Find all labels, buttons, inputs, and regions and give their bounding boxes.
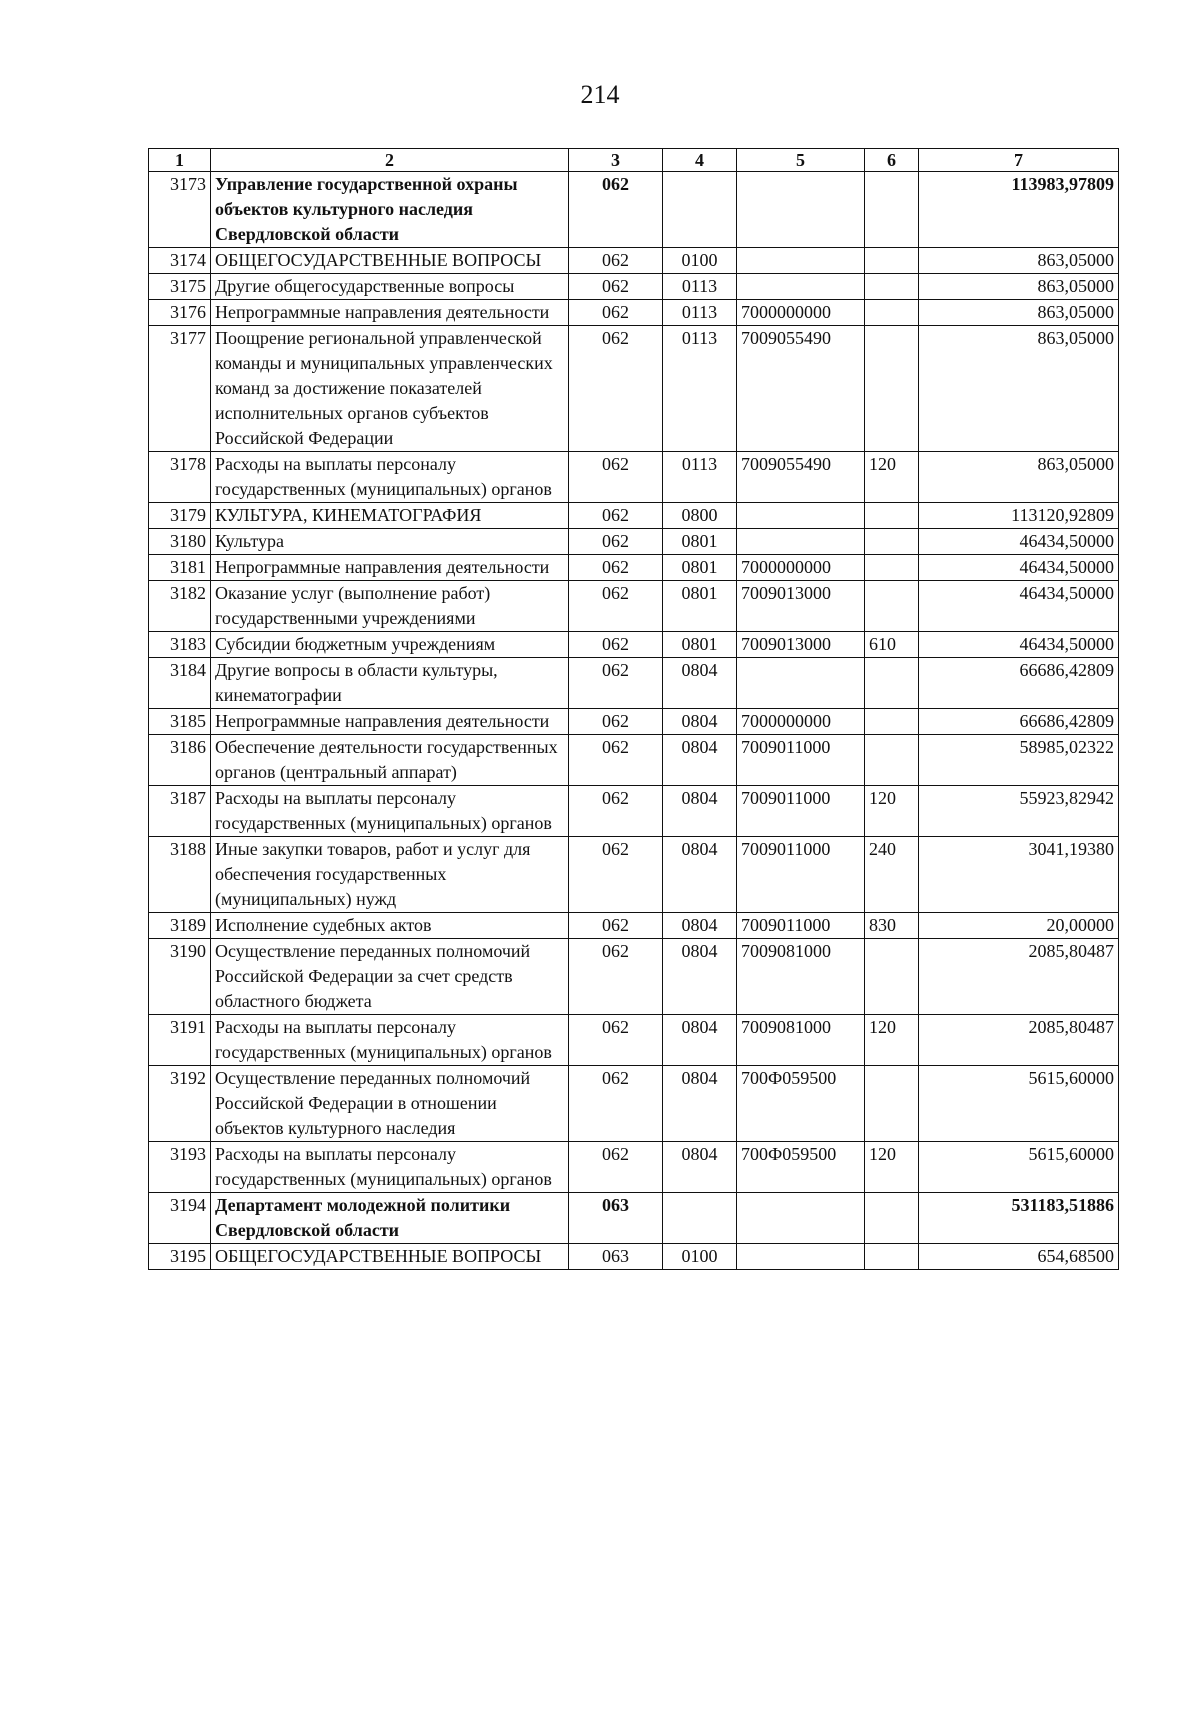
amount: 5615,60000	[919, 1142, 1119, 1193]
target-article-code	[737, 1244, 865, 1270]
department-code: 062	[569, 658, 663, 709]
amount: 46434,50000	[919, 581, 1119, 632]
expense-type-code	[865, 581, 919, 632]
target-article-code: 7009013000	[737, 632, 865, 658]
department-code: 063	[569, 1244, 663, 1270]
table-row	[149, 172, 1119, 248]
amount: 2085,80487	[919, 939, 1119, 1015]
target-article-code: 7009055490	[737, 326, 865, 452]
section-code: 0100	[663, 248, 737, 274]
row-number: 3193	[149, 1142, 211, 1193]
section-code: 0801	[663, 632, 737, 658]
amount: 113983,97809	[919, 172, 1119, 248]
department-code: 062	[569, 1066, 663, 1142]
section-code: 0800	[663, 503, 737, 529]
amount: 863,05000	[919, 300, 1119, 326]
target-article-code	[737, 248, 865, 274]
budget-table	[148, 148, 1119, 1270]
expense-type-code	[865, 503, 919, 529]
expense-type-code	[865, 274, 919, 300]
table-row	[149, 735, 1119, 786]
expense-name: Непрограммные направления деятельности	[211, 300, 569, 326]
expense-name: Осуществление переданных полномочий Российской Федерации в отношении объектов культурного наследия	[211, 1066, 569, 1142]
row-number: 3178	[149, 452, 211, 503]
row-number: 3175	[149, 274, 211, 300]
column-header: 7	[919, 149, 1119, 172]
expense-name: Расходы на выплаты персоналу государственных (муниципальных) органов	[211, 1142, 569, 1193]
department-code: 062	[569, 632, 663, 658]
amount: 113120,92809	[919, 503, 1119, 529]
department-code: 062	[569, 326, 663, 452]
section-code	[663, 172, 737, 248]
target-article-code: 7000000000	[737, 709, 865, 735]
expense-type-code	[865, 172, 919, 248]
department-code: 062	[569, 274, 663, 300]
target-article-code: 7009011000	[737, 735, 865, 786]
expense-name: Департамент молодежной политики Свердловской области	[211, 1193, 569, 1244]
row-number: 3176	[149, 300, 211, 326]
department-code: 062	[569, 709, 663, 735]
row-number: 3189	[149, 913, 211, 939]
row-number: 3179	[149, 503, 211, 529]
amount: 654,68500	[919, 1244, 1119, 1270]
expense-type-code	[865, 300, 919, 326]
target-article-code: 7009055490	[737, 452, 865, 503]
department-code: 062	[569, 581, 663, 632]
row-number: 3194	[149, 1193, 211, 1244]
column-header: 1	[149, 149, 211, 172]
target-article-code: 7009011000	[737, 837, 865, 913]
department-code: 062	[569, 529, 663, 555]
expense-name: Расходы на выплаты персоналу государственных (муниципальных) органов	[211, 1015, 569, 1066]
amount: 55923,82942	[919, 786, 1119, 837]
section-code: 0113	[663, 326, 737, 452]
expense-name: Иные закупки товаров, работ и услуг для обеспечения государственных (муниципальных) нужд	[211, 837, 569, 913]
expense-name: Оказание услуг (выполнение работ) государственными учреждениями	[211, 581, 569, 632]
expense-type-code	[865, 1066, 919, 1142]
table-header-row	[149, 149, 1119, 172]
expense-type-code	[865, 529, 919, 555]
expense-name: Культура	[211, 529, 569, 555]
target-article-code: 7000000000	[737, 555, 865, 581]
amount: 2085,80487	[919, 1015, 1119, 1066]
expense-type-code: 120	[865, 786, 919, 837]
row-number: 3191	[149, 1015, 211, 1066]
amount: 863,05000	[919, 248, 1119, 274]
department-code: 063	[569, 1193, 663, 1244]
department-code: 062	[569, 1142, 663, 1193]
expense-name: Поощрение региональной управленческой команды и муниципальных управленческих команд за достижение показателей исполнительных органов субъектов Российской Федерации	[211, 326, 569, 452]
target-article-code	[737, 658, 865, 709]
table-row	[149, 274, 1119, 300]
expense-type-code	[865, 1244, 919, 1270]
target-article-code: 7000000000	[737, 300, 865, 326]
amount: 58985,02322	[919, 735, 1119, 786]
column-header: 4	[663, 149, 737, 172]
target-article-code: 700Ф059500	[737, 1066, 865, 1142]
section-code: 0100	[663, 1244, 737, 1270]
department-code: 062	[569, 172, 663, 248]
expense-name: ОБЩЕГОСУДАРСТВЕННЫЕ ВОПРОСЫ	[211, 248, 569, 274]
column-header: 6	[865, 149, 919, 172]
expense-name: Осуществление переданных полномочий Российской Федерации за счет средств областного бюджета	[211, 939, 569, 1015]
amount: 66686,42809	[919, 658, 1119, 709]
department-code: 062	[569, 939, 663, 1015]
row-number: 3192	[149, 1066, 211, 1142]
table-row	[149, 1142, 1119, 1193]
row-number: 3188	[149, 837, 211, 913]
section-code: 0801	[663, 581, 737, 632]
department-code: 062	[569, 735, 663, 786]
expense-type-code	[865, 709, 919, 735]
expense-name: Субсидии бюджетным учреждениям	[211, 632, 569, 658]
table-row	[149, 503, 1119, 529]
section-code: 0804	[663, 709, 737, 735]
table-row	[149, 632, 1119, 658]
expense-name: Управление государственной охраны объектов культурного наследия Свердловской области	[211, 172, 569, 248]
amount: 46434,50000	[919, 632, 1119, 658]
expense-type-code: 610	[865, 632, 919, 658]
table-row	[149, 529, 1119, 555]
column-header: 2	[211, 149, 569, 172]
section-code: 0804	[663, 1066, 737, 1142]
expense-name: Другие вопросы в области культуры, кинематографии	[211, 658, 569, 709]
table-row	[149, 786, 1119, 837]
department-code: 062	[569, 555, 663, 581]
table-row	[149, 913, 1119, 939]
expense-name: Непрограммные направления деятельности	[211, 555, 569, 581]
section-code: 0804	[663, 786, 737, 837]
expense-type-code	[865, 248, 919, 274]
amount: 863,05000	[919, 274, 1119, 300]
table-row	[149, 658, 1119, 709]
amount: 46434,50000	[919, 529, 1119, 555]
expense-name: ОБЩЕГОСУДАРСТВЕННЫЕ ВОПРОСЫ	[211, 1244, 569, 1270]
table-row	[149, 939, 1119, 1015]
row-number: 3187	[149, 786, 211, 837]
target-article-code: 700Ф059500	[737, 1142, 865, 1193]
row-number: 3185	[149, 709, 211, 735]
target-article-code: 7009081000	[737, 939, 865, 1015]
target-article-code	[737, 503, 865, 529]
section-code: 0113	[663, 274, 737, 300]
target-article-code	[737, 529, 865, 555]
section-code: 0113	[663, 452, 737, 503]
row-number: 3180	[149, 529, 211, 555]
target-article-code: 7009011000	[737, 786, 865, 837]
amount: 863,05000	[919, 326, 1119, 452]
expense-name: Непрограммные направления деятельности	[211, 709, 569, 735]
table-row	[149, 1193, 1119, 1244]
section-code: 0113	[663, 300, 737, 326]
target-article-code: 7009013000	[737, 581, 865, 632]
target-article-code: 7009011000	[737, 913, 865, 939]
row-number: 3190	[149, 939, 211, 1015]
target-article-code	[737, 1193, 865, 1244]
amount: 531183,51886	[919, 1193, 1119, 1244]
table-row	[149, 837, 1119, 913]
section-code: 0804	[663, 913, 737, 939]
expense-name: Исполнение судебных актов	[211, 913, 569, 939]
table-row	[149, 581, 1119, 632]
row-number: 3186	[149, 735, 211, 786]
expense-name: Обеспечение деятельности государственных органов (центральный аппарат)	[211, 735, 569, 786]
expense-type-code	[865, 1193, 919, 1244]
section-code	[663, 1193, 737, 1244]
department-code: 062	[569, 913, 663, 939]
department-code: 062	[569, 300, 663, 326]
section-code: 0801	[663, 555, 737, 581]
expense-type-code	[865, 326, 919, 452]
amount: 863,05000	[919, 452, 1119, 503]
target-article-code	[737, 274, 865, 300]
section-code: 0801	[663, 529, 737, 555]
expense-type-code	[865, 735, 919, 786]
department-code: 062	[569, 452, 663, 503]
table-row	[149, 248, 1119, 274]
page-number: 214	[580, 80, 620, 109]
amount: 5615,60000	[919, 1066, 1119, 1142]
row-number: 3181	[149, 555, 211, 581]
section-code: 0804	[663, 735, 737, 786]
amount: 66686,42809	[919, 709, 1119, 735]
table-row	[149, 709, 1119, 735]
target-article-code	[737, 172, 865, 248]
row-number: 3195	[149, 1244, 211, 1270]
row-number: 3174	[149, 248, 211, 274]
amount: 3041,19380	[919, 837, 1119, 913]
column-header: 5	[737, 149, 865, 172]
expense-name: Расходы на выплаты персоналу государственных (муниципальных) органов	[211, 452, 569, 503]
department-code: 062	[569, 1015, 663, 1066]
table-row	[149, 452, 1119, 503]
row-number: 3173	[149, 172, 211, 248]
department-code: 062	[569, 786, 663, 837]
table-row	[149, 1066, 1119, 1142]
amount: 20,00000	[919, 913, 1119, 939]
expense-type-code: 120	[865, 1142, 919, 1193]
section-code: 0804	[663, 1142, 737, 1193]
amount: 46434,50000	[919, 555, 1119, 581]
department-code: 062	[569, 837, 663, 913]
expense-type-code	[865, 555, 919, 581]
department-code: 062	[569, 503, 663, 529]
table-row	[149, 1244, 1119, 1270]
row-number: 3184	[149, 658, 211, 709]
section-code: 0804	[663, 1015, 737, 1066]
column-header: 3	[569, 149, 663, 172]
row-number: 3183	[149, 632, 211, 658]
expense-type-code	[865, 939, 919, 1015]
section-code: 0804	[663, 658, 737, 709]
expense-type-code: 240	[865, 837, 919, 913]
expense-name: Другие общегосударственные вопросы	[211, 274, 569, 300]
expense-type-code: 120	[865, 452, 919, 503]
expense-type-code: 830	[865, 913, 919, 939]
table-row	[149, 555, 1119, 581]
row-number: 3182	[149, 581, 211, 632]
expense-name: Расходы на выплаты персоналу государственных (муниципальных) органов	[211, 786, 569, 837]
row-number: 3177	[149, 326, 211, 452]
section-code: 0804	[663, 939, 737, 1015]
department-code: 062	[569, 248, 663, 274]
expense-type-code: 120	[865, 1015, 919, 1066]
table-row	[149, 300, 1119, 326]
expense-type-code	[865, 658, 919, 709]
table-row	[149, 326, 1119, 452]
expense-name: КУЛЬТУРА, КИНЕМАТОГРАФИЯ	[211, 503, 569, 529]
table-row	[149, 1015, 1119, 1066]
target-article-code: 7009081000	[737, 1015, 865, 1066]
section-code: 0804	[663, 837, 737, 913]
